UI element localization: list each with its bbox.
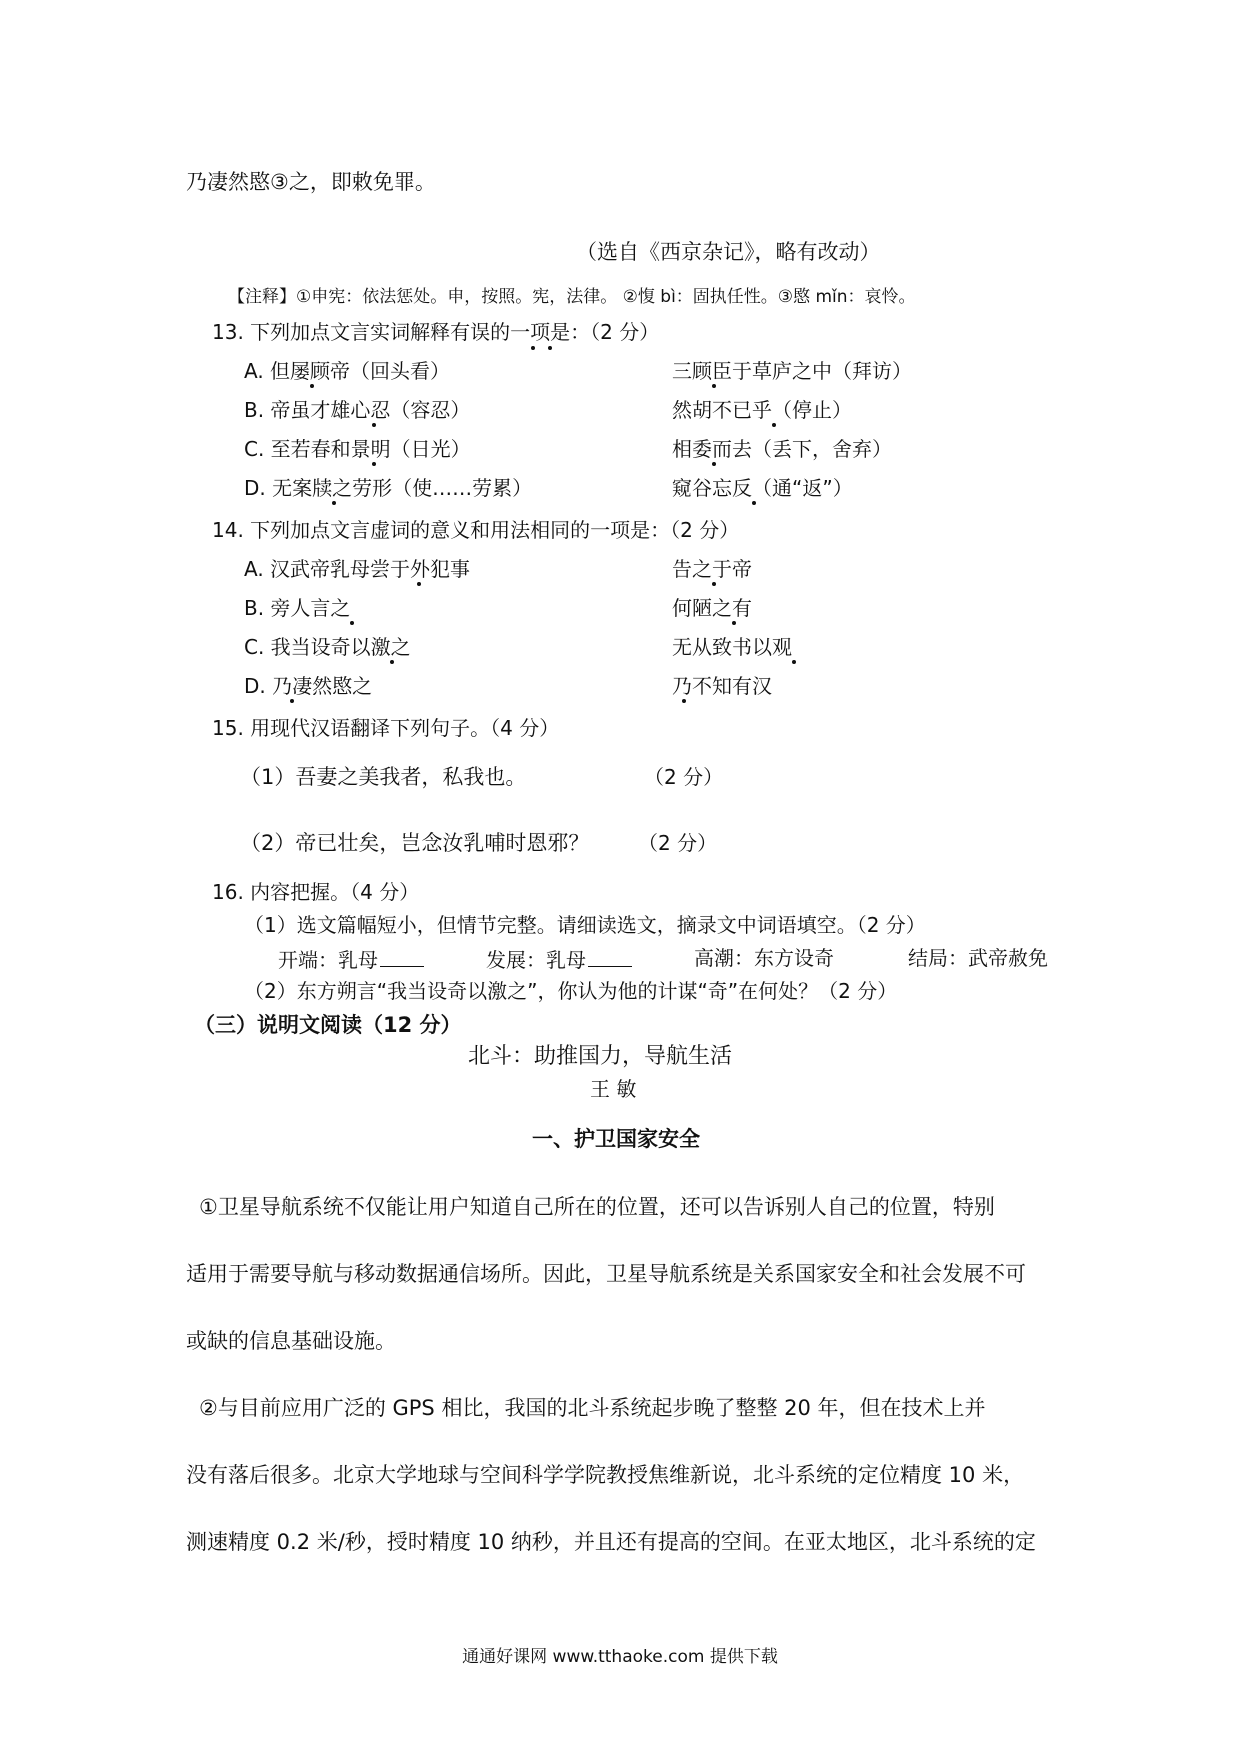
q13-option-a: A. 但屡顾帝（回头看）: [244, 359, 451, 383]
emphasis-dot: [372, 423, 376, 427]
plot-start-label: 开端：乳母: [278, 948, 378, 972]
q15-sentence-1: （1）吾妻之美我者，私我也。: [240, 765, 527, 789]
q13-option-b: B. 帝虽才雄心忍（容忍）: [244, 398, 471, 422]
source-citation: （选自《西京杂记》，略有改动）: [576, 240, 881, 264]
annotation-notes: 【注释】①申宪：依法惩处。申，按照。宪，法律。 ②愎 bì：固执任性。③愍 mǐn：哀怜。: [228, 287, 916, 307]
emphasis-dot: [350, 621, 354, 625]
paragraph-2-line-2: 没有落后很多。北京大学地球与空间科学学院教授焦维新说，北斗系统的定位精度 10 米，: [186, 1463, 1025, 1487]
q16-part-2: （2）东方朔言“我当设奇以激之”，你认为他的计谋“奇”在何处？（2 分）: [244, 979, 898, 1003]
paragraph-2-line-3: 测速精度 0.2 米/秒，授时精度 10 纳秒，并且还有提高的空间。在亚太地区，北斗系统的定: [186, 1530, 1036, 1554]
paragraph-1-line-3: 或缺的信息基础设施。: [186, 1329, 396, 1353]
q14-option-c: C. 我当设奇以激之: [244, 635, 411, 659]
emphasis-dot: [712, 462, 716, 466]
q14-option-a-compare: 告之于帝: [672, 557, 752, 581]
paragraph-2-line-1: ②与目前应用广泛的 GPS 相比，我国的北斗系统起步晚了整整 20 年，但在技术上并: [199, 1396, 986, 1420]
emphasis-dot: [531, 346, 535, 350]
emphasis-dot: [792, 660, 796, 664]
section-heading: （三）说明文阅读（12 分）: [194, 1013, 462, 1037]
emphasis-dot: [682, 699, 686, 703]
emphasis-dot: [752, 501, 756, 505]
q14-option-b: B. 旁人言之: [244, 596, 351, 620]
q14-option-a: A. 汉武帝乳母尝于外犯事: [244, 557, 471, 581]
plot-end: 结局：武帝赦免: [908, 946, 1048, 970]
q16-stem: 16. 内容把握。（4 分）: [212, 880, 420, 904]
emphasis-dot: [417, 582, 421, 586]
plot-climax: 高潮：东方设奇: [694, 946, 834, 970]
paragraph-1-line-2: 适用于需要导航与移动数据通信场所。因此，卫星导航系统是关系国家安全和社会发展不可: [186, 1262, 1026, 1286]
q13-option-c: C. 至若春和景明（日光）: [244, 437, 471, 461]
emphasis-dot: [310, 384, 314, 388]
q15-sentence-2-score: （2 分）: [638, 831, 718, 855]
paragraph-1-line-1: ①卫星导航系统不仅能让用户知道自己所在的位置，还可以告诉别人自己的位置，特别: [199, 1195, 995, 1219]
answer-blank[interactable]: [588, 948, 632, 967]
emphasis-dot: [290, 699, 294, 703]
article-author: 王 敏: [590, 1077, 637, 1101]
emphasis-dot: [548, 346, 552, 350]
article-title: 北斗：助推国力，导航生活: [468, 1044, 733, 1069]
q15-sentence-1-score: （2 分）: [644, 765, 724, 789]
q14-option-b-compare: 何陋之有: [672, 596, 752, 620]
q15-stem: 15. 用现代汉语翻译下列句子。（4 分）: [212, 716, 560, 740]
passage-end: 乃凄然愍③之，即敕免罪。: [186, 170, 436, 194]
q14-option-d: D. 乃凄然愍之: [244, 674, 373, 698]
emphasis-dot: [712, 384, 716, 388]
page-footer: 通通好课网 www.tthaoke.com 提供下载: [462, 1647, 778, 1667]
q13-option-d: D. 无案牍之劳形（使……劳累）: [244, 476, 533, 500]
q15-sentence-2: （2）帝已壮矣，岂念汝乳哺时恩邪？: [240, 831, 590, 855]
emphasis-dot: [712, 582, 716, 586]
emphasis-dot: [372, 462, 376, 466]
q13-option-a-compare: 三顾臣于草庐之中（拜访）: [672, 359, 912, 383]
q13-option-d-compare: 窥谷忘反（通“返”）: [672, 476, 853, 500]
emphasis-dot: [772, 423, 776, 427]
q16-part-1: （1）选文篇幅短小，但情节完整。请细读选文，摘录文中词语填空。（2 分）: [244, 913, 926, 937]
emphasis-dot: [332, 501, 336, 505]
q14-option-c-compare: 无从致书以观: [672, 635, 792, 659]
q13-option-b-compare: 然胡不已乎（停止）: [672, 398, 852, 422]
q13-option-c-compare: 相委而去（丢下，舍弃）: [672, 437, 892, 461]
q13-stem: 13. 下列加点文言实词解释有误的一项是：（2 分）: [212, 320, 660, 344]
plot-develop-label: 发展：乳母: [486, 948, 586, 972]
answer-blank[interactable]: [380, 948, 424, 967]
plot-start: [278, 948, 424, 970]
q14-stem: 14. 下列加点文言虚词的意义和用法相同的一项是：（2 分）: [212, 518, 740, 542]
article-subheading: 一、护卫国家安全: [532, 1127, 700, 1151]
emphasis-dot: [732, 621, 736, 625]
q14-option-d-compare: 乃不知有汉: [672, 674, 772, 698]
plot-develop: [486, 948, 632, 970]
emphasis-dot: [390, 660, 394, 664]
